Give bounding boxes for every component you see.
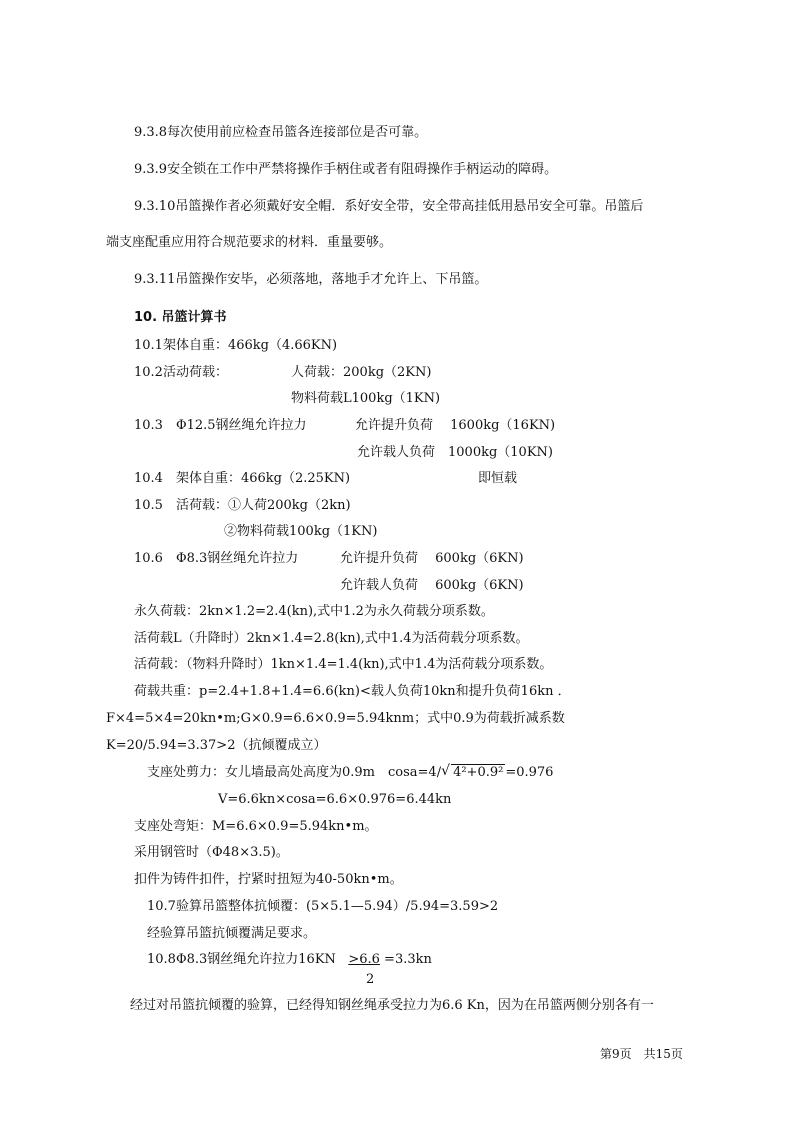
support-moment: 支座处弯矩：M=6.6×0.9=5.94kn•m。 <box>134 819 378 834</box>
safety-factor: K=20/5.94=3.37>2（抗倾覆成立） <box>106 738 327 753</box>
clause-9-3-9: 9.3.9安全锁在工作中严禁将操作手柄住或者有阻碍操作手柄运动的障碍。 <box>134 162 558 177</box>
item-10-3-lift-load: 允许提升负荷 1600kg（16KN) <box>355 418 556 433</box>
item-10-3-people-load: 允许载人负荷 1000kg（10KN) <box>357 445 553 460</box>
live-load-lifting: 活荷载L（升降时）2kn×1.4=2.8(kn),式中1.4为活荷载分项系数。 <box>134 631 529 646</box>
sqrt-argument: 4²+0.9² <box>453 765 504 780</box>
fraction-numerator: >6.6 <box>348 952 380 967</box>
item-10-8 <box>147 952 432 968</box>
item-10-3-label: 10.3 Φ12.5钢丝绳允许拉力 <box>134 418 307 433</box>
fraction-denominator: 2 <box>366 972 375 987</box>
item-10-6-label: 10.6 Φ8.3钢丝绳允许拉力 <box>134 551 299 566</box>
item-10-6-lift-load: 允许提升负荷 600kg（6KN) <box>340 551 524 566</box>
permanent-load: 永久荷载：2kn×1.2=2.4(kn),式中1.2为永久荷载分项系数。 <box>134 604 494 619</box>
support-shear-result: =0.976 <box>505 765 554 780</box>
item-10-8-text: 10.8Φ8.3钢丝绳允许拉力16KN <box>147 952 336 967</box>
item-10-4: 10.4 架体自重：466kg（2.25KN) <box>134 471 351 486</box>
final-paragraph: 经过对吊篮抗倾覆的验算，已经得知钢丝绳承受拉力为6.6 Kn，因为在吊篮两侧分别各有一 <box>130 998 654 1013</box>
support-shear-text: 支座处剪力：女儿墙最高处高度为0.9m cosa=4/ <box>147 765 442 780</box>
item-10-5-people: 10.5 活荷载：①人荷200kg（2kn) <box>134 498 351 513</box>
section-heading-10: 10. 吊篮计算书 <box>134 310 227 325</box>
fastener-torque: 扣件为铸件扣件，拧紧时扭短为40-50kn•m。 <box>134 872 403 887</box>
clause-9-3-10-line2: 端支座配重应用符合规范要求的材料．重量要够。 <box>106 235 393 250</box>
shear-value: V=6.6kn×cosa=6.6×0.976=6.44kn <box>218 792 452 807</box>
item-10-5-material: ②物料荷载100kg（1KN) <box>224 524 378 539</box>
total-load: 荷载共重：p=2.4+1.8+1.4=6.6(kn)<载人负荷10kn和提升负荷16kn ． <box>134 684 571 699</box>
item-10-2-people-load: 人荷载：200kg（2KN) <box>291 365 432 380</box>
live-load-material: 活荷载：（物料升降时）1kn×1.4=1.4(kn),式中1.4为活荷载分项系数。 <box>134 657 553 672</box>
item-10-2-material-load: 物料荷载L100kg（1KN) <box>291 391 441 406</box>
item-10-6-people-load: 允许载人负荷 600kg（6KN) <box>340 578 524 593</box>
sqrt-expression: √ 4²+0.9² <box>441 763 504 780</box>
clause-9-3-10-line1: 9.3.10吊篮操作者必须戴好安全帽．系好安全带，安全带高挂低用悬吊安全可靠。吊篮后 <box>134 199 644 214</box>
clause-9-3-8: 9.3.8每次使用前应检查吊篮各连接部位是否可靠。 <box>134 125 428 140</box>
steel-pipe: 采用钢管时（Φ48×3.5)。 <box>134 845 289 860</box>
overturning-moment: F×4=5×4=20kn•m;G×0.9=6.6×0.9=5.94knm；式中0.9为荷载折减系数 <box>106 711 565 726</box>
item-10-4-note: 即恒载 <box>478 471 518 486</box>
item-10-7: 10.7验算吊篮整体抗倾覆：(5×5.1—5.94）/5.94=3.59>2 <box>147 899 499 914</box>
item-10-7-conclusion: 经验算吊篮抗倾覆满足要求。 <box>147 926 317 941</box>
item-10-2-label: 10.2活动荷载： <box>134 365 228 380</box>
item-10-1: 10.1架体自重：466kg（4.66KN) <box>134 338 338 353</box>
clause-9-3-11: 9.3.11吊篮操作安毕，必须落地，落地手才允许上、下吊篮。 <box>134 272 488 287</box>
support-shear <box>147 765 553 781</box>
page-number: 第9页 共15页 <box>600 1047 683 1061</box>
item-10-8-result: =3.3kn <box>384 952 432 967</box>
